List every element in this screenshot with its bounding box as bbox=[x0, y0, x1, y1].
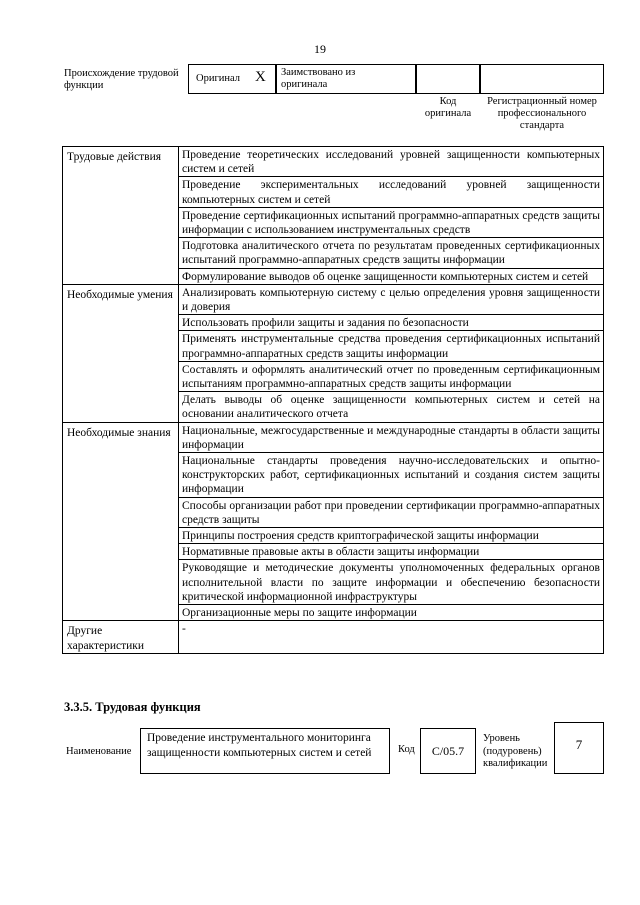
skill-item: Делать выводы об оценке защищенности компьютерных систем и сетей на основании аналитического отчета bbox=[179, 392, 604, 422]
knowledge-item: Руководящие и методические документы уполномоченных федеральных органов исполнительной власти по защите информации и обеспечению безопасности критической информационной инфраструктуры bbox=[179, 560, 604, 605]
labor-action-item: Проведение теоретических исследований уровней защищенности компьютерных систем и сетей bbox=[179, 147, 604, 177]
name-label: Наименование bbox=[66, 746, 132, 757]
original-code-cell bbox=[416, 64, 480, 94]
knowledge-item: Организационные меры по защите информации bbox=[179, 605, 604, 621]
registration-number-caption: Регистрационный номер профессионального стандарта bbox=[487, 96, 597, 131]
knowledge-item: Способы организации работ при проведении сертификации программно-аппаратных средств защиты bbox=[179, 497, 604, 527]
labor-action-item: Проведение экспериментальных исследований уровней защищенности компьютерных систем и сетей bbox=[179, 177, 604, 207]
borrowed-label: Заимствовано из оригинала bbox=[281, 67, 356, 90]
table-row bbox=[63, 621, 604, 653]
skill-item: Применять инструментальные средства проведения сертификационных испытаний программно-аппаратных средств защиты информации bbox=[179, 331, 604, 361]
registration-number-cell bbox=[480, 64, 604, 94]
section-title: 3.3.5. Трудовая функция bbox=[64, 700, 201, 714]
table-row bbox=[63, 284, 604, 314]
table-row bbox=[63, 422, 604, 452]
labor-action-item: Формулирование выводов об оценке защищенности компьютерных систем и сетей bbox=[179, 268, 604, 284]
skill-item: Использовать профили защиты и задания по безопасности bbox=[179, 315, 604, 331]
origin-label: Происхождение трудовой функции bbox=[64, 68, 179, 91]
required-knowledge-label: Необходимые знания bbox=[63, 422, 179, 621]
knowledge-item: Нормативные правовые акты в области защиты информации bbox=[179, 544, 604, 560]
table-row bbox=[63, 147, 604, 177]
required-skills-label: Необходимые умения bbox=[63, 284, 179, 422]
skill-item: Составлять и оформлять аналитический отчет по проведенным сертификационным испытаниям программно-аппаратных средств защиты информации bbox=[179, 361, 604, 391]
original-label: Оригинал bbox=[196, 73, 240, 84]
skill-item: Анализировать компьютерную систему с целью определения уровня защищенности и доверия bbox=[179, 284, 604, 314]
labor-action-item: Подготовка аналитического отчета по результатам проведенных сертификационных испытаний программно-аппаратных средств защиты информации bbox=[179, 238, 604, 268]
original-code-caption: Код оригинала bbox=[424, 96, 472, 119]
other-characteristics-value: - bbox=[179, 621, 604, 653]
qualification-level-label: Уровень (подуровень) квалификации bbox=[483, 733, 548, 769]
qualification-level-box: 7 bbox=[554, 722, 604, 774]
code-label: Код bbox=[398, 744, 415, 755]
function-name-box: Проведение инструментального мониторинга защищенности компьютерных систем и сетей bbox=[140, 728, 390, 774]
original-mark: X bbox=[255, 69, 266, 85]
page-number: 19 bbox=[314, 42, 326, 56]
requirements-table bbox=[62, 146, 604, 654]
labor-actions-label: Трудовые действия bbox=[63, 147, 179, 285]
labor-action-item: Проведение сертификационных испытаний программно-аппаратных средств защиты информации с использованием инструментальных средств bbox=[179, 207, 604, 237]
function-code-box: C/05.7 bbox=[420, 728, 476, 774]
other-characteristics-label: Другие характеристики bbox=[63, 621, 179, 653]
knowledge-item: Национальные стандарты проведения научно-исследовательских и опытно-конструкторских работ, сертификационных испытаний и создания систем защиты информации bbox=[179, 453, 604, 498]
knowledge-item: Принципы построения средств криптографической защиты информации bbox=[179, 528, 604, 544]
knowledge-item: Национальные, межгосударственные и международные стандарты в области защиты информации bbox=[179, 422, 604, 452]
